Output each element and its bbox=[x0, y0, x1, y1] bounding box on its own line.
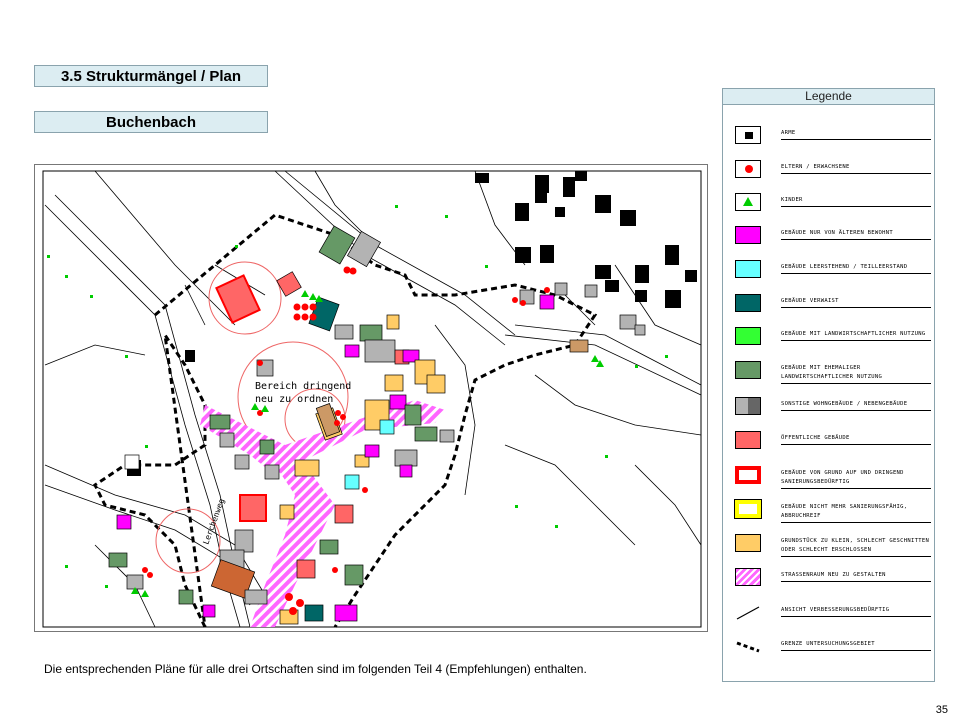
swatch-green bbox=[735, 327, 761, 345]
legend-item-sanierung: GEBÄUDE VON GRUND AUF UND DRINGEND SANIERUNGSBEDÜRFTIG bbox=[735, 466, 925, 496]
swatch-teal bbox=[735, 294, 761, 312]
red-dot-icon bbox=[735, 160, 761, 178]
legend-item-ehemals: GEBÄUDE MIT EHEMALIGER LANDWIRTSCHAFTLICHER NUTZUNG bbox=[735, 361, 925, 391]
legend-item-verwaist: GEBÄUDE VERWAIST bbox=[735, 294, 925, 324]
map-note-line2: neu zu ordnen bbox=[255, 394, 334, 405]
legend-item-leerstand: GEBÄUDE LEERSTEHEND / TEILLEERSTAND bbox=[735, 260, 925, 290]
swatch-hatched bbox=[735, 568, 761, 586]
green-triangle-icon bbox=[735, 193, 761, 211]
dashed-boundary-icon bbox=[735, 637, 761, 655]
legend-item-aeltere: GEBÄUDE NUR VON ÄLTEREN BEWOHNT bbox=[735, 226, 925, 256]
section-title: 3.5 Strukturmängel / Plan bbox=[34, 65, 268, 87]
legend-title: Legende bbox=[723, 89, 934, 105]
green-ticks bbox=[47, 205, 668, 588]
place-title: Buchenbach bbox=[34, 111, 268, 133]
structure-map[interactable] bbox=[34, 164, 708, 632]
swatch-cyan bbox=[735, 260, 761, 278]
map-note-line1: Bereich dringend bbox=[255, 381, 352, 392]
black-square-icon bbox=[735, 126, 761, 144]
legend-item-strassenraum: STRASSENRAUM NEU ZU GESTALTEN bbox=[735, 568, 925, 598]
legend-item-ansicht: ANSICHT VERBESSERUNGSBEDÜRFTIG bbox=[735, 603, 925, 633]
swatch-olive bbox=[735, 361, 761, 379]
legend-item-eltern: ELTERN / ERWACHSENE bbox=[735, 160, 925, 190]
legend-item-sonstige: SONSTIGE WOHNGEBÄUDE / NEBENGEBÄUDE bbox=[735, 397, 925, 427]
legend-item-kinder: KINDER bbox=[735, 193, 925, 223]
legend-item-arme: ARME bbox=[735, 126, 925, 156]
legend-item-grundstueck: GRUNDSTÜCK ZU KLEIN, SCHLECHT GESCHNITTEN ODER SCHLECHT ERSCHLOSSEN bbox=[735, 534, 925, 564]
page-number: 35 bbox=[935, 704, 948, 716]
legend-panel bbox=[722, 88, 935, 682]
legend-item-landwirtschaft: GEBÄUDE MIT LANDWIRTSCHAFTLICHER NUTZUNG bbox=[735, 327, 925, 357]
swatch-salmon bbox=[735, 431, 761, 449]
legend-item-oeffentlich: ÖFFENTLICHE GEBÄUDE bbox=[735, 431, 925, 461]
legend-item-grenze: GRENZE UNTERSUCHUNGSGEBIET bbox=[735, 637, 925, 667]
legend-item-abbruch: GEBÄUDE NICHT MEHR SANIERUNGSFÄHIG, ABBRUCHREIF bbox=[735, 500, 925, 530]
swatch-orange bbox=[735, 534, 761, 552]
swatch-magenta bbox=[735, 226, 761, 244]
map-street-label: Lerchenweg bbox=[201, 497, 227, 546]
swatch-gray bbox=[735, 397, 761, 415]
swatch-red-outline bbox=[735, 466, 761, 484]
view-line-icon bbox=[735, 603, 761, 621]
caption: Die entsprechenden Pläne für alle drei Ortschaften sind im folgenden Teil 4 (Empfehlungen) enthalten. bbox=[44, 662, 587, 676]
swatch-yellow-outline bbox=[735, 500, 761, 518]
